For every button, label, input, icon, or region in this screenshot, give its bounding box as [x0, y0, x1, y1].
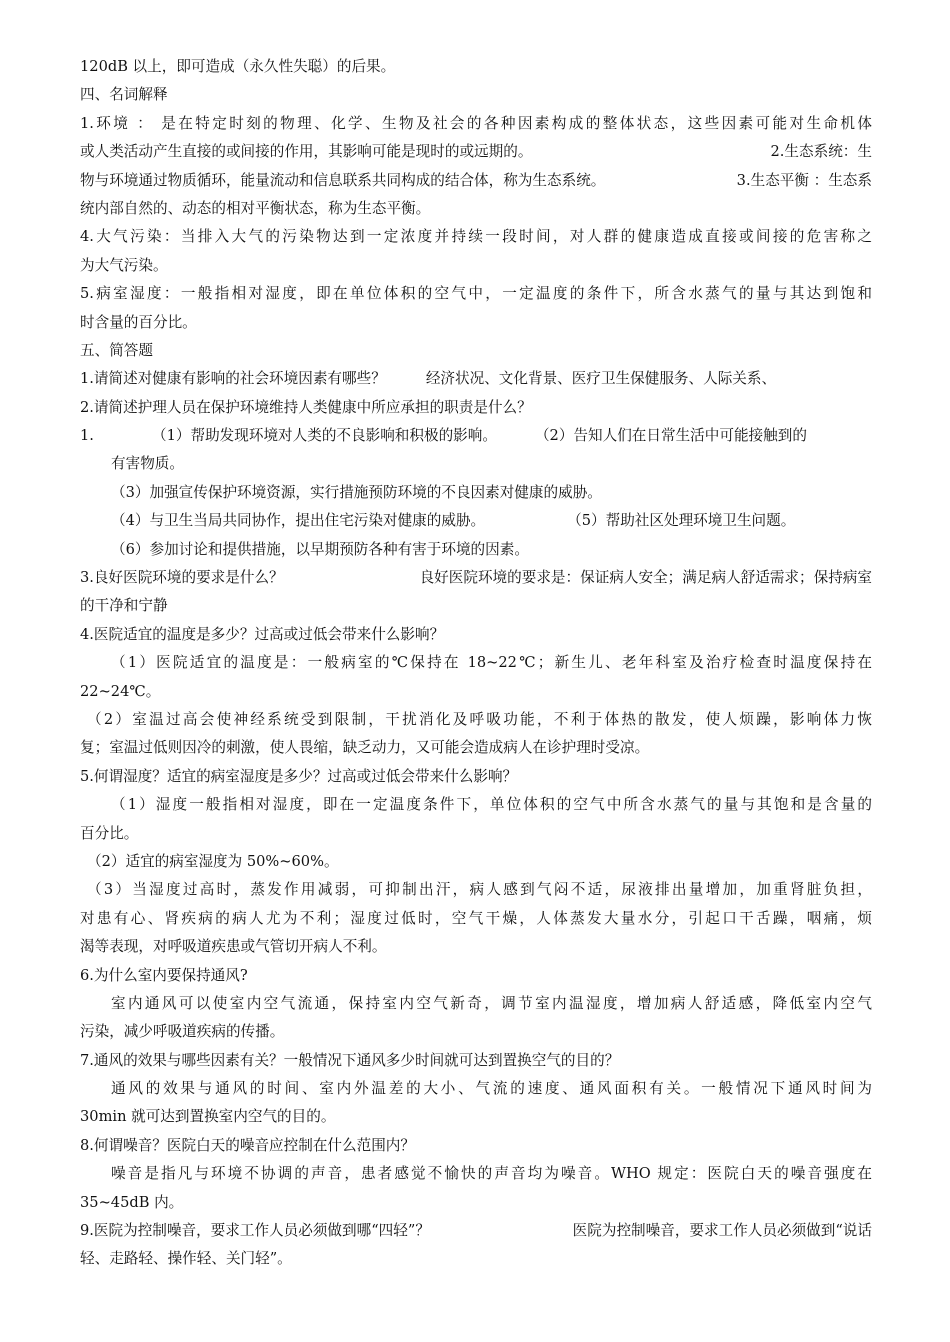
answer-line: （1）湿度一般指相对湿度，即在一定温度条件下，单位体积的空气中所含水蒸气的量与其饱和是含量的: [111, 796, 872, 814]
question-line: 2.请简述护理人员在保护环境维持人类健康中所应承担的职责是什么？: [80, 398, 532, 416]
answer-line: 通风的效果与通风的时间、室内外温差的大小、气流的速度、通风面积有关。一般情况下通风时间为: [111, 1080, 872, 1098]
answer-text: 良好医院环境的要求是：保证病人安全；满足病人舒适需求；保持病室: [419, 569, 872, 587]
answer-line: （3）加强宣传保护环境资源，实行措施预防环境的不良因素对健康的威胁。: [111, 483, 602, 501]
question-line: 7.通风的效果与哪些因素有关？一般情况下通风多少时间就可达到置换空气的目的？: [80, 1051, 620, 1069]
question-text: 1.请简述对健康有影响的社会环境因素有哪些？: [80, 370, 386, 388]
text-line: [80, 167, 872, 195]
answer-line: 的干净和宁静: [80, 597, 168, 615]
answer-line: [80, 422, 872, 450]
answer-line: 轻、走路轻、操作轻、关门轻”。: [80, 1250, 292, 1268]
answer-line: （6）参加讨论和提供措施，以早期预防各种有害于环境的因素。: [111, 540, 529, 558]
answer-line: 室内通风可以使室内空气流通，保持室内空气新奇，调节室内温湿度，增加病人舒适感，降低室内空气: [111, 994, 872, 1012]
answer-line: 噪音是指凡与环境不协调的声音，患者感觉不愉快的声音均为噪音。WHO 规定：医院白天的噪音强度在: [111, 1165, 872, 1183]
answer-line: （2）适宜的病室湿度为 50%~60%。: [87, 852, 339, 870]
question-text: 3.良好医院环境的要求是什么？: [80, 569, 284, 587]
text-segment: 物与环境通过物质循环，能量流动和信息联系共同构成的结合体，称为生态系统。: [80, 171, 606, 189]
answer-line: 对患有心、肾疾病的病人尤为不利；湿度过低时，空气干燥，人体蒸发大量水分，引起口干舌躁，咽痛，烦: [80, 909, 872, 927]
text-line: 4.大气污染：当排入大气的污染物达到一定浓度并持续一段时间，对人群的健康造成直接或间接的危害称之: [80, 228, 872, 246]
question-line: 6.为什么室内要保持通风?: [80, 966, 248, 984]
answer-line: （1）医院适宜的温度是：一般病室的℃保持在 18~22℃；新生儿、老年科室及治疗检查时温度保持在: [111, 654, 872, 672]
item-number: 1.: [80, 427, 94, 445]
question-text: 9.医院为控制噪音，要求工作人员必须做到哪“四轻”？: [80, 1222, 430, 1240]
text-line: 1.环境 ： 是在特定时刻的物理、化学、生物及社会的各种因素构成的整体状态，这些因素可能对生命机体: [80, 114, 872, 132]
text-segment: 2.生态系统：生: [770, 143, 872, 161]
answer-line: （3）当湿度过高时，蒸发作用减弱，可抑制出汗，病人感到气闷不适，尿液排出量增加，加重肾脏负担，: [87, 881, 872, 899]
answer-text: 医院为控制噪音，要求工作人员必须做到“说话: [572, 1222, 872, 1240]
answer-item: （5）帮助社区处理环境卫生问题。: [567, 512, 796, 530]
text-line: [80, 138, 872, 166]
question-line: [80, 1217, 872, 1245]
text-line: 为大气污染。: [80, 256, 168, 274]
text-line: 120dB 以上，即可造成（永久性失聪）的后果。: [80, 58, 396, 75]
answer-line: 30min 就可达到置换室内空气的目的。: [80, 1108, 336, 1126]
answer-line: 有害物质。: [111, 455, 184, 473]
text-line: 统内部自然的、动态的相对平衡状态，称为生态平衡。: [80, 199, 431, 217]
answer-line: 22~24℃。: [80, 682, 161, 700]
text-line: 时含量的百分比。: [80, 313, 197, 331]
text-line: 5.病室湿度：一般指相对湿度，即在单位体积的空气中，一定温度的条件下，所含水蒸气的量与其达到饱和: [80, 285, 872, 303]
answer-item: （1）帮助发现环境对人类的不良影响和积极的影响。: [152, 427, 497, 445]
answer-line: 35~45dB 内。: [80, 1193, 184, 1211]
question-line: [80, 564, 872, 592]
answer-text: 经济状况、文化背景、医疗卫生保健服务、人际关系、: [425, 370, 777, 388]
answer-item: （4）与卫生当局共同协作，提出住宅污染对健康的威胁。: [111, 512, 486, 530]
document-page: [80, 53, 872, 1274]
question-line: 4.医院适宜的温度是多少？过高或过低会带来什么影响？: [80, 625, 445, 643]
text-segment: 3.生态平衡 ：生态系: [736, 171, 872, 189]
question-line: 5.何谓湿度？适宜的病室湿度是多少？过高或过低会带来什么影响？: [80, 767, 518, 785]
answer-line: [80, 507, 872, 535]
answer-line: 复；室温过低则因冷的刺激，使人畏缩，缺乏动力，又可能会造成病人在诊护理时受凉。: [80, 739, 650, 757]
answer-line: 渴等表现，对呼吸道疾患或气管切开病人不利。: [80, 938, 387, 956]
question-line: 8.何谓噪音？医院白天的噪音应控制在什么范围内？: [80, 1136, 415, 1154]
text-segment: 或人类活动产生直接的或间接的作用，其影响可能是现时的或远期的。: [80, 143, 533, 161]
answer-line: 百分比。: [80, 824, 139, 842]
section-heading: 四、名词解释: [80, 86, 168, 104]
answer-line: 污染，减少呼吸道疾病的传播。: [80, 1023, 285, 1041]
answer-line: （2）室温过高会使神经系统受到限制，干扰消化及呼吸功能，不利于体热的散发，使人烦躁，影响体力恢: [87, 710, 872, 728]
question-line: [80, 365, 872, 393]
section-heading: 五、简答题: [80, 341, 153, 359]
answer-item: （2）告知人们在日常生活中可能接触到的: [534, 427, 807, 445]
